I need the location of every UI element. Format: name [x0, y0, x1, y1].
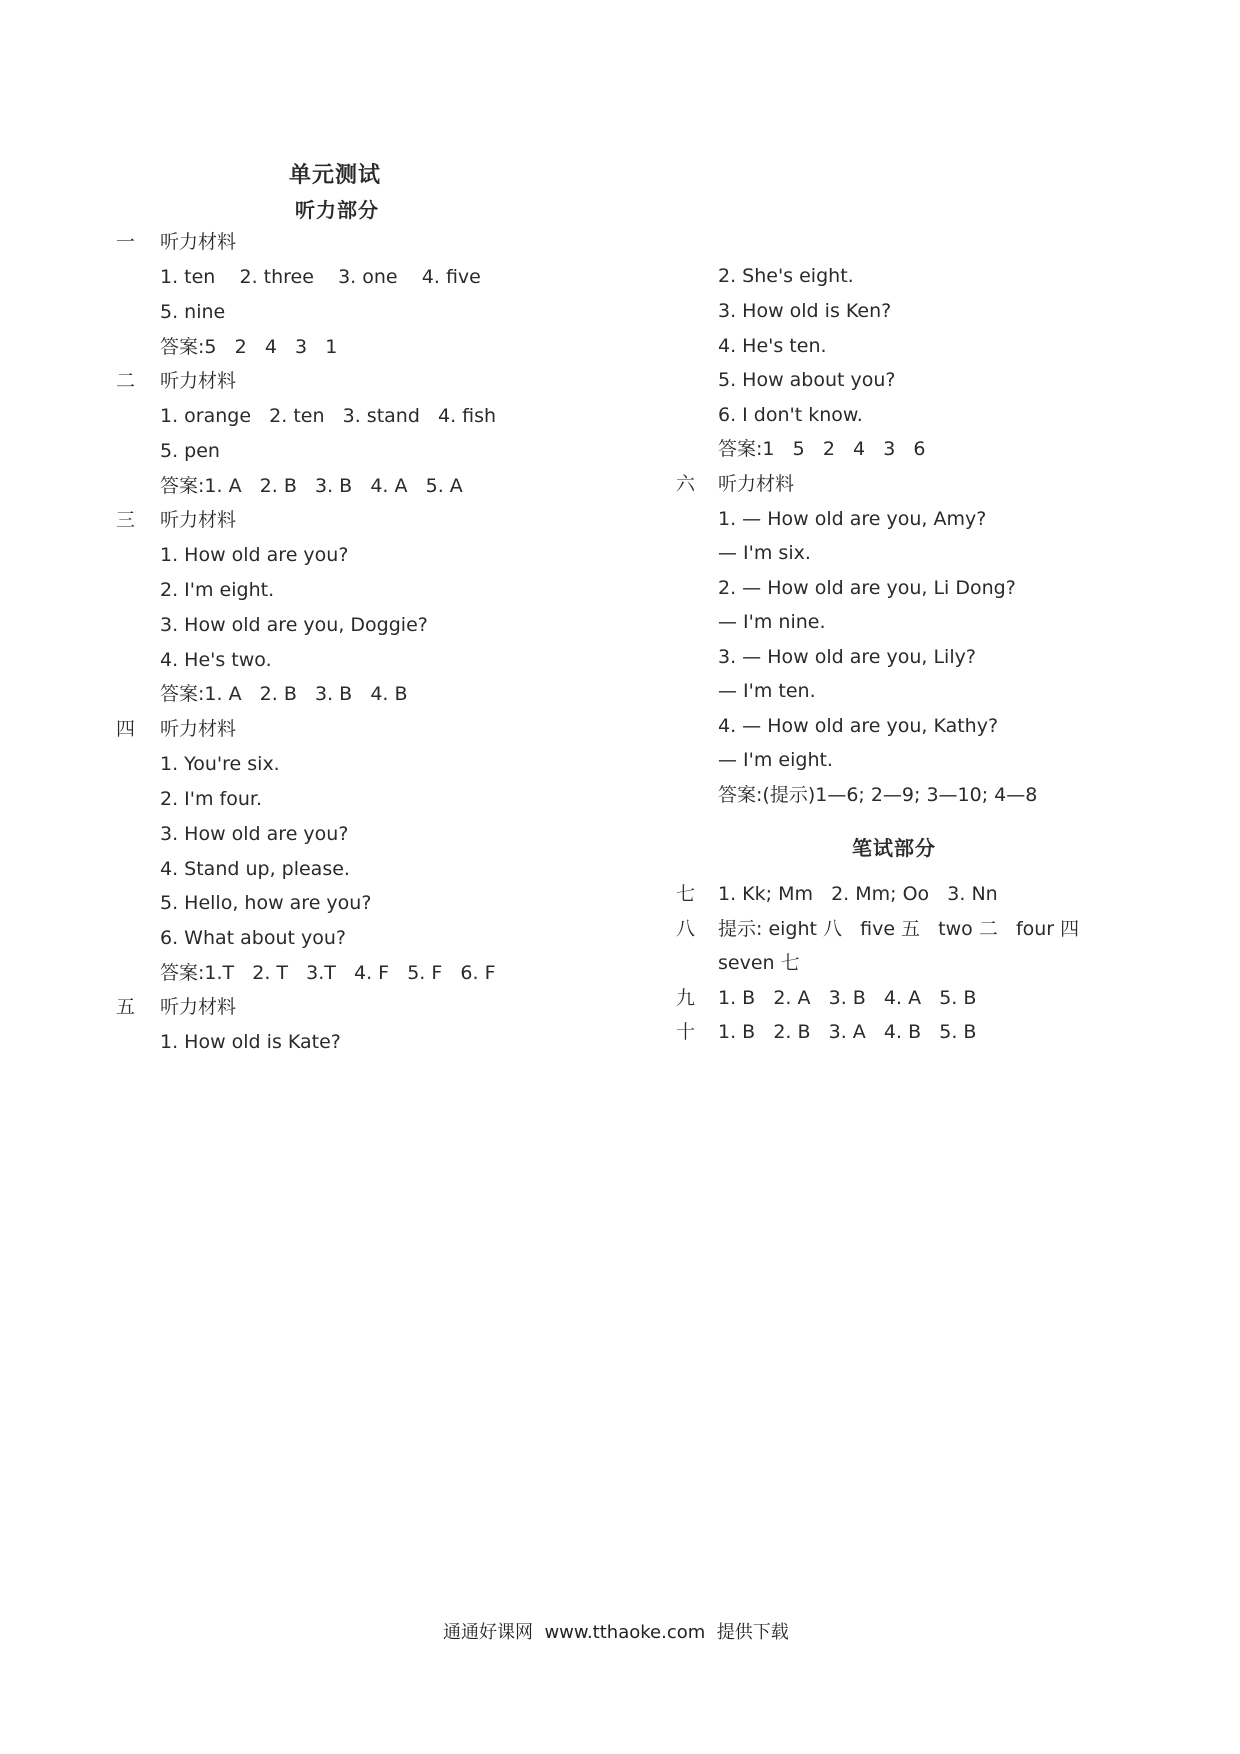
- section-number-5: 五: [116, 996, 136, 1018]
- section-6-line-5: 3. — How old are you, Lily?: [718, 646, 976, 668]
- section-2-line-1: 1. orange 2. ten 3. stand 4. fish: [160, 405, 497, 427]
- section-4-line-1: 1. You're six.: [160, 753, 280, 775]
- section-heading-6: 听力材料: [718, 473, 795, 495]
- section-5-line-5: 5. How about you?: [718, 369, 896, 391]
- section-8-text: 提示: eight 八 five 五 two 二 four 四: [718, 918, 1080, 940]
- section-8-text-2: seven 七: [718, 952, 800, 974]
- section-4-line-5: 5. Hello, how are you?: [160, 892, 372, 914]
- section-3-line-2: 2. I'm eight.: [160, 579, 275, 601]
- title-unit-test: 单元测试: [289, 163, 382, 188]
- section-number-7: 七: [676, 883, 696, 905]
- section-1-line-2: 5. nine: [160, 301, 226, 323]
- section-heading-2: 听力材料: [160, 370, 237, 392]
- section-3-line-3: 3. How old are you, Doggie?: [160, 614, 428, 636]
- section-10-text: 1. B 2. B 3. A 4. B 5. B: [718, 1021, 977, 1043]
- section-9-text: 1. B 2. A 3. B 4. A 5. B: [718, 987, 977, 1009]
- section-number-10: 十: [676, 1021, 696, 1043]
- section-6-line-1: 1. — How old are you, Amy?: [718, 508, 987, 530]
- section-number-9: 九: [676, 987, 696, 1009]
- section-7-text: 1. Kk; Mm 2. Mm; Oo 3. Nn: [718, 883, 998, 905]
- section-number-8: 八: [676, 918, 696, 940]
- section-4-line-2: 2. I'm four.: [160, 788, 263, 810]
- title-listening-part: 听力部分: [295, 198, 379, 222]
- section-4-answer: 答案:1.T 2. T 3.T 4. F 5. F 6. F: [160, 962, 496, 984]
- section-number-4: 四: [116, 718, 136, 740]
- section-4-line-6: 6. What about you?: [160, 927, 346, 949]
- section-5-line-1: 1. How old is Kate?: [160, 1031, 341, 1053]
- section-2-answer: 答案:1. A 2. B 3. B 4. A 5. A: [160, 475, 463, 497]
- section-number-6: 六: [676, 473, 696, 495]
- title-writing-part: 笔试部分: [852, 836, 936, 860]
- section-number-2: 二: [116, 370, 136, 392]
- section-2-line-2: 5. pen: [160, 440, 220, 462]
- section-1-answer: 答案:5 2 4 3 1: [160, 336, 338, 358]
- section-number-3: 三: [116, 509, 136, 531]
- section-1-line-1: 1. ten 2. three 3. one 4. five: [160, 266, 481, 288]
- section-3-line-4: 4. He's two.: [160, 649, 272, 671]
- section-6-line-2: — I'm six.: [718, 542, 811, 564]
- section-heading-5: 听力材料: [160, 996, 237, 1018]
- section-6-line-4: — I'm nine.: [718, 611, 826, 633]
- section-5-answer: 答案:1 5 2 4 3 6: [718, 438, 926, 460]
- section-5-line-4: 4. He's ten.: [718, 335, 827, 357]
- section-4-line-3: 3. How old are you?: [160, 823, 349, 845]
- section-heading-1: 听力材料: [160, 231, 237, 253]
- section-4-line-4: 4. Stand up, please.: [160, 858, 350, 880]
- footer-download-note: 通通好课网 www.tthaoke.com 提供下载: [443, 1622, 789, 1643]
- section-6-line-6: — I'm ten.: [718, 680, 816, 702]
- section-5-line-6: 6. I don't know.: [718, 404, 863, 426]
- section-6-line-7: 4. — How old are you, Kathy?: [718, 715, 999, 737]
- section-6-line-3: 2. — How old are you, Li Dong?: [718, 577, 1016, 599]
- section-3-line-1: 1. How old are you?: [160, 544, 349, 566]
- section-5-line-3: 3. How old is Ken?: [718, 300, 892, 322]
- section-3-answer: 答案:1. A 2. B 3. B 4. B: [160, 683, 408, 705]
- section-heading-4: 听力材料: [160, 718, 237, 740]
- section-6-line-8: — I'm eight.: [718, 749, 833, 771]
- section-heading-3: 听力材料: [160, 509, 237, 531]
- section-number-1: 一: [116, 231, 136, 253]
- section-6-answer: 答案:(提示)1—6; 2—9; 3—10; 4—8: [718, 784, 1038, 806]
- section-5-line-2: 2. She's eight.: [718, 265, 854, 287]
